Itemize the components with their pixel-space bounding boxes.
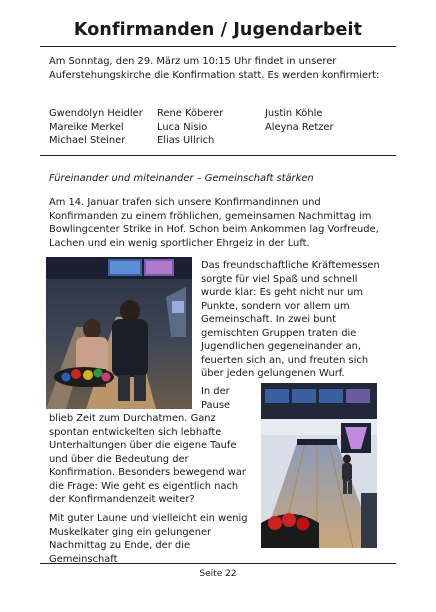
article-paragraph-3-start: In der Pause [201,386,231,411]
divider-middle [40,155,396,156]
bowling-photo-1 [46,257,192,409]
bowling-photo-2 [261,383,377,548]
name: Elias Ullrich [157,135,215,146]
page-title: Konfirmanden / Jugendarbeit [73,20,363,40]
article-paragraph-2: Das freundschaftliche Kräftemessen sorgte für viel Spaß und schnell wurde klar: Es geht nicht nur um Punkte, sondern vor allem um Gemeinschaft. In zwei bunt gemischten Gruppen traten die Jugendlichen gegeneinander an, feuerten sich an, und freuten sich über jeden gelungenen Wurf. [201,260,380,379]
article-paragraph-1: Am 14. Januar trafen sich unsere Konfirmandinnen und Konfirmanden zu einem fröhlichen, gemeinsamen Nachmittag im Bowlingcenter Strike in Hof. Schon beim Ankommen lag Vorfreude, Lachen und ein wenig sportlicher Ehrgeiz in der Luft. [49,197,379,249]
article-paragraph-4: Mit guter Laune und vielleicht ein wenig Muskelkater ging ein gelungener Nachmittag zu Ende, der die Gemeinschaft [49,513,248,565]
article-subheading: Füreinander und miteinander – Gemeinschaft stärken [49,173,314,184]
page-number: Seite 22 [199,569,237,579]
names-row [49,121,334,135]
name: Luca Nisio [157,121,208,133]
names-row [49,107,334,121]
name: Justin Köhle [265,108,323,119]
names-row [49,134,334,148]
name: Rene Köberer [157,108,224,119]
intro-text: Am Sonntag, den 29. März um 10:15 Uhr findet in unserer Auferstehungskirche die Konfirmation statt. Es werden konfirmiert: [49,56,380,81]
bowling-photo-1-image [46,257,192,409]
name: Michael Steiner [49,135,126,146]
name: Mareike Merkel [49,121,124,133]
name: Aleyna Retzer [265,121,334,133]
name: Gwendolyn Heidler [49,108,143,119]
confirmand-names [49,107,334,148]
article-paragraph-3: blieb Zeit zum Durchatmen. Ganz spontan entwickelten sich lebhafte Unterhaltungen über die eigene Taufe und über die Bedeutung der Konfirmation. Besonders bewegend war die Frage: Wie geht es eigentlich nach der Konfirmandenzeit weiter? [49,413,246,505]
divider-bottom [40,563,396,564]
bowling-photo-2-image [261,383,377,548]
divider-top [40,46,396,47]
